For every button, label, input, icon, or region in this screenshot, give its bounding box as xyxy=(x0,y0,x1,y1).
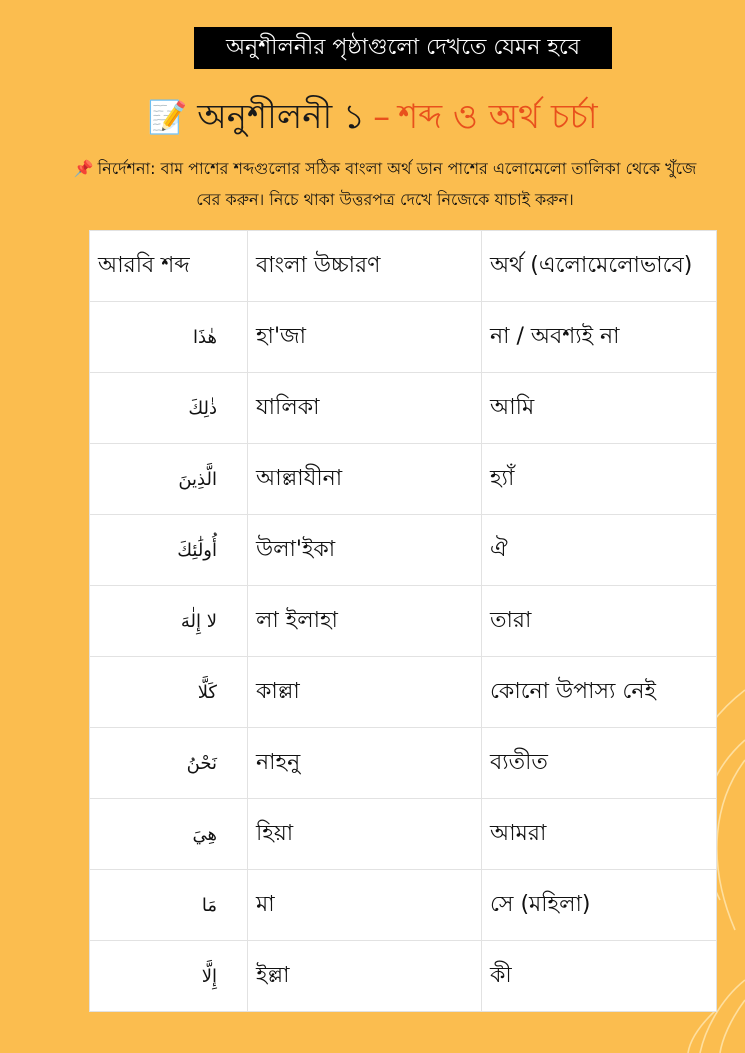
pronunciation: ইল্লা xyxy=(248,941,482,1012)
table-row xyxy=(90,586,717,657)
pronunciation: নাহনু xyxy=(248,728,482,799)
table-header-row xyxy=(90,231,717,302)
table-row xyxy=(90,870,717,941)
meaning: আমরা xyxy=(482,799,717,870)
arabic-word: كَلَّا xyxy=(90,657,248,728)
title-dash: – xyxy=(373,97,391,137)
meaning: ঐ xyxy=(482,515,717,586)
table-row xyxy=(90,941,717,1012)
arabic-word: الَّذِينَ xyxy=(90,444,248,515)
pronunciation: যালিকা xyxy=(248,373,482,444)
pronunciation: লা ইলাহা xyxy=(248,586,482,657)
arabic-word: مَا xyxy=(90,870,248,941)
meaning: হ্যাঁ xyxy=(482,444,717,515)
table-row xyxy=(90,302,717,373)
meaning: না / অবশ্যই না xyxy=(482,302,717,373)
pronunciation: উলা'ইকা xyxy=(248,515,482,586)
header-bangla-pronunciation: বাংলা উচ্চারণ xyxy=(248,231,482,302)
instruction-body: নির্দেশনা: বাম পাশের শব্দগুলোর সঠিক বাংলা অর্থ ডান পাশের এলোমেলো তালিকা থেকে খুঁজে বের করুন। নিচে থাকা উত্তরপত্র দেখে নিজেকে যাচাই করুন। xyxy=(97,159,697,209)
title-subtitle: শব্দ ও অর্থ চর্চা xyxy=(398,97,598,137)
pronunciation: কাল্লা xyxy=(248,657,482,728)
meaning: কোনো উপাস্য নেই xyxy=(482,657,717,728)
arabic-word: هٰذَا xyxy=(90,302,248,373)
memo-icon: 📝 xyxy=(147,98,188,136)
table-row xyxy=(90,799,717,870)
page-banner: অনুশীলনীর পৃষ্ঠাগুলো দেখতে যেমন হবে xyxy=(194,27,612,69)
meaning: কী xyxy=(482,941,717,1012)
arabic-word: نَحْنُ xyxy=(90,728,248,799)
header-arabic-word: আরবি শব্দ xyxy=(90,231,248,302)
meaning: তারা xyxy=(482,586,717,657)
arabic-word: أُولَٰئِكَ xyxy=(90,515,248,586)
title-main: অনুশীলনী ১ xyxy=(197,97,366,137)
instruction-text xyxy=(60,153,710,215)
meaning: ব্যতীত xyxy=(482,728,717,799)
arabic-word: ذٰلِكَ xyxy=(90,373,248,444)
table-row xyxy=(90,373,717,444)
arabic-word: إِلَّا xyxy=(90,941,248,1012)
table-row xyxy=(90,515,717,586)
table-row xyxy=(90,728,717,799)
meaning: সে (মহিলা) xyxy=(482,870,717,941)
table-row xyxy=(90,444,717,515)
pushpin-icon: 📌 xyxy=(73,159,94,178)
vocabulary-table xyxy=(89,230,717,1012)
arabic-word: هِيَ xyxy=(90,799,248,870)
meaning: আমি xyxy=(482,373,717,444)
pronunciation: হিয়া xyxy=(248,799,482,870)
header-meaning: অর্থ (এলোমেলোভাবে) xyxy=(482,231,717,302)
page-title xyxy=(0,88,745,146)
pronunciation: হা'জা xyxy=(248,302,482,373)
pronunciation: আল্লাযীনা xyxy=(248,444,482,515)
table-row xyxy=(90,657,717,728)
pronunciation: মা xyxy=(248,870,482,941)
arabic-word: لا إِلٰهَ xyxy=(90,586,248,657)
